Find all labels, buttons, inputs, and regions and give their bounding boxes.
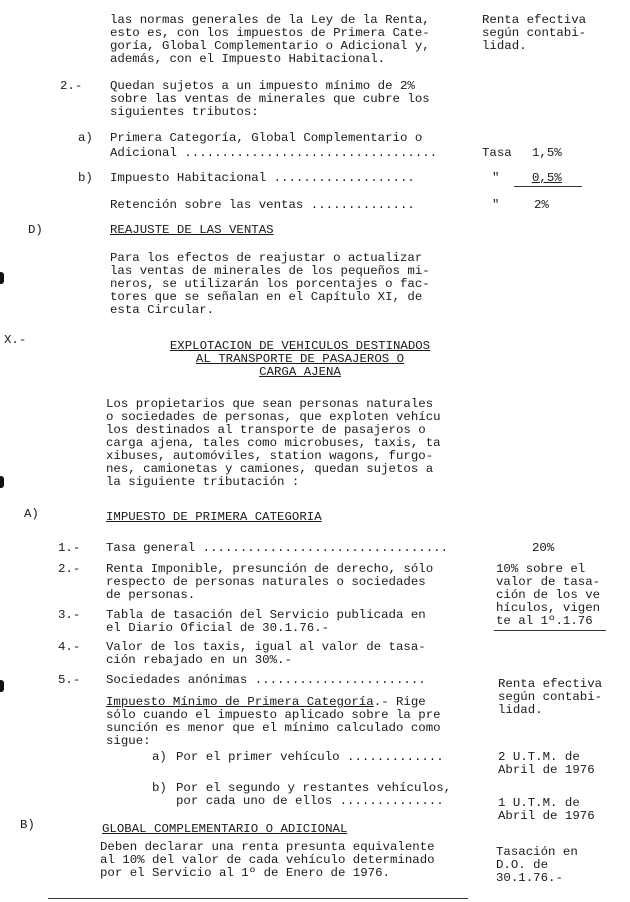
- page-bottom-rule: [48, 898, 468, 899]
- item-2-line-1: Quedan sujetos a un impuesto mínimo de 2%: [110, 79, 415, 93]
- top-side-note-3: lidad.: [482, 39, 527, 53]
- section-d-label: D): [28, 223, 43, 237]
- section-a-item-2-side-3: ción de los ve: [496, 588, 601, 602]
- section-a-item-2-side-rule: [494, 630, 606, 631]
- section-b-title: GLOBAL COMPLEMENTARIO O ADICIONAL: [102, 822, 348, 836]
- punch-hole-mark: [0, 272, 4, 284]
- section-x-line-2: o sociedades de personas, que exploten vehícu: [106, 410, 441, 424]
- minimum-tax-a-label: a): [152, 750, 167, 764]
- punch-hole-mark: [0, 680, 4, 692]
- section-a-item-5-side-3: lidad.: [498, 703, 543, 717]
- section-d-line-2: las ventas de minerales de los pequeños mi-: [110, 264, 430, 278]
- item-2-number: 2.-: [60, 79, 83, 93]
- minimum-tax-b-label: b): [152, 781, 167, 795]
- item-2-line-2: sobre las ventas de minerales que cubre los: [110, 92, 430, 106]
- section-a-item-1-text: Tasa general .................................: [106, 541, 449, 555]
- section-a-item-2-side-2: valor de tasa-: [496, 575, 601, 589]
- section-b-side-1: Tasación en: [496, 845, 578, 859]
- section-b-line-1: Deben declarar una renta presunta equivalente: [100, 840, 435, 854]
- section-x-line-7: la siguiente tributación :: [106, 475, 300, 489]
- top-side-note-2: según contabi-: [482, 26, 587, 40]
- minimum-tax-b-side-1: 1 U.T.M. de: [498, 796, 580, 810]
- item-2a-label: a): [78, 131, 93, 145]
- section-a-item-2-side-1: 10% sobre el: [496, 562, 586, 576]
- minimum-tax-b-line-1: Por el segundo y restantes vehículos,: [176, 781, 452, 795]
- section-x-line-5: xibuses, automóviles, station wagons, furgo-: [106, 449, 434, 463]
- top-paragraph-line-2: esto es, con los impuestos de Primera Cate-: [110, 26, 430, 40]
- section-a-item-2-side-4: hículos, vigen: [496, 601, 601, 615]
- section-a-item-3-line-1: Tabla de tasación del Servicio publicada en: [106, 608, 426, 622]
- minimum-tax-line-3: sigue:: [106, 734, 151, 748]
- section-x-title-line-1: EXPLOTACION DE VEHICULOS DESTINADOS: [169, 339, 431, 353]
- section-b-line-2: al 10% del valor de cada vehículo determinado: [100, 853, 435, 867]
- item-2a-rate: 1,5%: [532, 146, 562, 160]
- section-a-item-5-number: 5.-: [58, 673, 81, 687]
- minimum-tax-b-side-2: Abril de 1976: [498, 809, 595, 823]
- minimum-tax-b-line-2: por cada uno de ellos ..............: [176, 794, 444, 808]
- section-b-label: B): [20, 818, 35, 832]
- section-d-line-5: esta Circular.: [110, 303, 215, 317]
- section-x-line-4: carga ajena, tales como microbuses, taxis, ta: [106, 436, 441, 450]
- section-a-item-2-line-3: de personas.: [106, 588, 196, 602]
- section-a-item-1-number: 1.-: [58, 541, 81, 555]
- item-2a-rate-label: Tasa: [482, 146, 512, 160]
- item-2b-rate-rule: [514, 186, 582, 187]
- item-2b-rate: 0,5%: [532, 171, 562, 185]
- top-side-note-1: Renta efectiva: [482, 13, 587, 27]
- item-2c-line: Retención sobre las ventas ..............: [110, 198, 415, 212]
- minimum-tax-line-1: sólo cuando el impuesto aplicado sobre la pre: [106, 708, 441, 722]
- section-d-title: REAJUSTE DE LAS VENTAS: [110, 223, 274, 237]
- section-a-item-4-line-1: Valor de los taxis, igual al valor de tasa-: [106, 640, 426, 654]
- section-a-item-2-side-5: te al 1º.1.76: [496, 614, 593, 628]
- top-paragraph-line-4: además, con el Impuesto Habitacional.: [110, 52, 386, 66]
- item-2a-line-2: Adicional ..................................: [110, 146, 438, 160]
- section-x-line-3: los destinados al transporte de pasajeros o: [106, 423, 426, 437]
- section-b-line-3: por el Servicio al 1º de Enero de 1976.: [100, 866, 390, 880]
- item-2c-rate: 2%: [534, 198, 549, 212]
- section-a-item-3-number: 3.-: [58, 608, 81, 622]
- minimum-tax-title: Impuesto Mínimo de Primera Categoría: [106, 695, 374, 709]
- section-a-label: A): [24, 507, 39, 521]
- section-a-item-1-rate: 20%: [532, 541, 555, 555]
- section-x-title-line-2: AL TRANSPORTE DE PASAJEROS O: [195, 352, 405, 366]
- section-x-line-1: Los propietarios que sean personas naturales: [106, 397, 434, 411]
- minimum-tax-a-side-1: 2 U.T.M. de: [498, 750, 580, 764]
- section-a-item-2-number: 2.-: [58, 562, 81, 576]
- minimum-tax-a-text: Por el primer vehículo .............: [176, 750, 444, 764]
- section-a-item-5-text: Sociedades anónimas .......................: [106, 673, 426, 687]
- section-a-item-2-line-2: respecto de personas naturales o sociedades: [106, 575, 426, 589]
- section-x-line-6: nes, camionetas y camiones, quedan sujetos a: [106, 462, 434, 476]
- section-a-title: IMPUESTO DE PRIMERA CATEGORIA: [106, 510, 322, 524]
- section-a-item-5-side-1: Renta efectiva: [498, 677, 603, 691]
- minimum-tax-title-rest: .- Rige: [373, 695, 426, 709]
- section-a-item-4-number: 4.-: [58, 640, 81, 654]
- section-a-item-3-line-2: el Diario Oficial de 30.1.76.-: [106, 621, 330, 635]
- section-d-line-3: neros, se utilizarán los porcentajes o fac-: [110, 277, 430, 291]
- section-b-side-2: D.O. de: [496, 858, 549, 872]
- section-d-line-1: Para los efectos de reajustar o actualizar: [110, 251, 423, 265]
- section-a-item-5-side-2: según contabi-: [498, 690, 603, 704]
- section-a-item-4-line-2: ción rebajado en un 30%.-: [106, 653, 292, 667]
- item-2-line-3: siguientes tributos:: [110, 105, 259, 119]
- section-x-label: X.-: [4, 333, 27, 347]
- section-x-title-line-3: CARGA AJENA: [259, 365, 341, 379]
- minimum-tax-line-2: sunción es menor que el mínimo calculado como: [106, 721, 441, 735]
- item-2c-ditto: ": [492, 198, 500, 212]
- minimum-tax-a-side-2: Abril de 1976: [498, 763, 595, 777]
- section-d-line-4: tores que se señalan en el Capítulo XI, de: [110, 290, 423, 304]
- top-paragraph-line-3: goría, Global Complementario o Adicional y,: [110, 39, 430, 53]
- punch-hole-mark: [0, 476, 4, 488]
- section-a-item-2-line-1: Renta Imponible, presunción de derecho, sólo: [106, 562, 434, 576]
- item-2a-line-1: Primera Categoría, Global Complementario o: [110, 131, 423, 145]
- item-2b-ditto: ": [492, 171, 500, 185]
- section-b-side-3: 30.1.76.-: [496, 871, 563, 885]
- item-2b-line: Impuesto Habitacional ...................: [110, 171, 415, 185]
- top-paragraph-line-1: las normas generales de la Ley de la Renta,: [110, 13, 430, 27]
- item-2b-label: b): [78, 171, 93, 185]
